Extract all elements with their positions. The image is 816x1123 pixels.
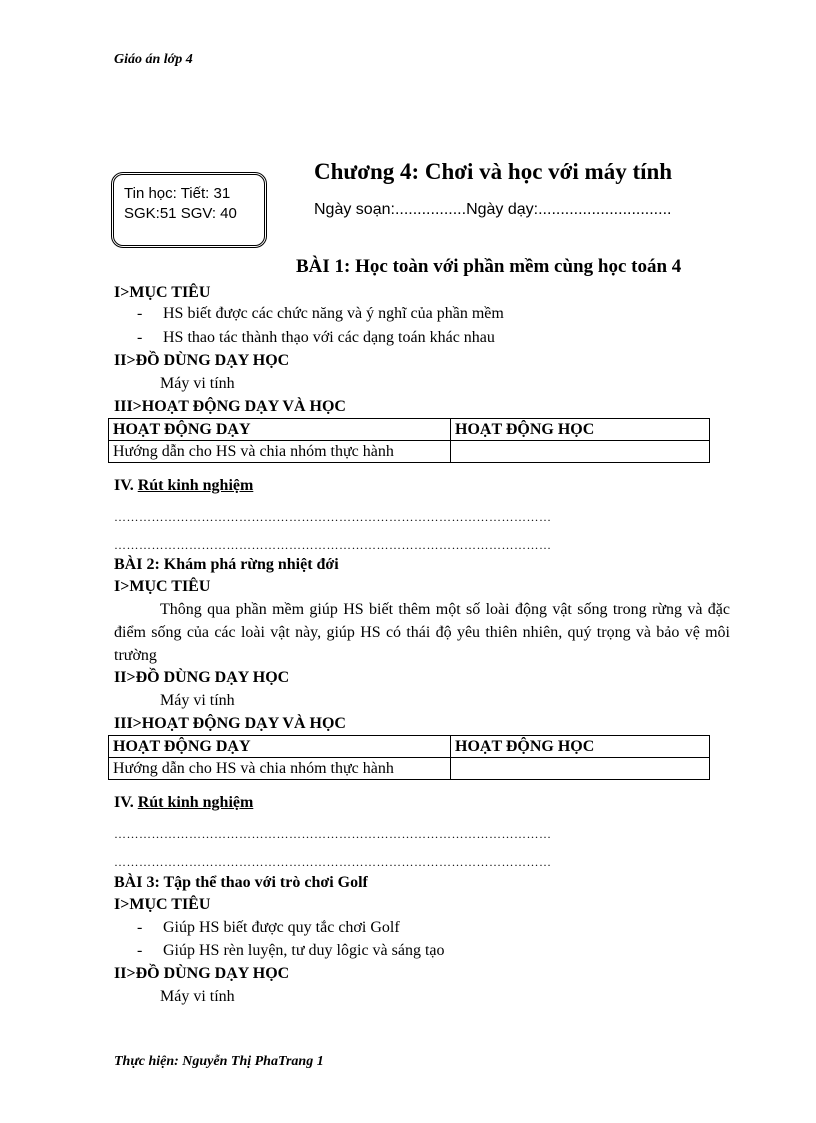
lesson2-objective-paragraph: Thông qua phần mềm giúp HS biết thêm một số loài động vật sống trong rừng và đặc điểm sống của các loài vật này, giúp HS có thái độ yêu thiên nhiên, quý trọng và bảo vệ môi trường <box>114 601 730 664</box>
table-cell-teaching: Hướng dẫn cho HS và chia nhóm thực hành <box>109 441 451 463</box>
page-header: Giáo án lớp 4 <box>114 52 193 67</box>
lesson1-objective-2: - HS thao tác thành thạo với các dạng toán khác nhau <box>137 329 495 346</box>
table-cell-learning <box>451 758 710 780</box>
lesson1-review-label: Rút kinh nghiệm <box>137 477 254 494</box>
lesson3-objectives-heading: I>MỤC TIÊU <box>114 896 211 913</box>
lesson2-equipment: Máy vi tính <box>160 692 235 709</box>
lesson2-activities-heading: III>HOẠT ĐỘNG DẠY VÀ HỌC <box>114 715 346 732</box>
lesson1-equipment-heading: II>ĐỒ DÙNG DẠY HỌC <box>114 352 290 369</box>
lesson2-dotted-line-2: …………………………………………………………………………………………… <box>114 855 552 869</box>
lesson1-equipment: Máy vi tính <box>160 375 235 392</box>
table-cell-learning <box>451 441 710 463</box>
lesson2-dotted-line-1: …………………………………………………………………………………………… <box>114 827 552 841</box>
lesson1-activity-table <box>108 418 710 463</box>
lesson2-title: BÀI 2: Khám phá rừng nhiệt đới <box>114 556 339 573</box>
info-box-line-2: SGK:51 SGV: 40 <box>124 205 237 222</box>
table-header-teaching: HOẠT ĐỘNG DẠY <box>109 419 451 441</box>
lesson3-equipment: Máy vi tính <box>160 988 235 1005</box>
table-cell-teaching: Hướng dẫn cho HS và chia nhóm thực hành <box>109 758 451 780</box>
table-header-learning: HOẠT ĐỘNG HỌC <box>451 736 710 758</box>
lesson1-dotted-line-1: …………………………………………………………………………………………… <box>114 510 552 524</box>
lesson1-objectives-heading: I>MỤC TIÊU <box>114 284 211 301</box>
lesson1-review-heading <box>114 477 253 495</box>
lesson-info-box <box>111 172 267 248</box>
lesson1-objective-1: - HS biết được các chức năng và ý nghĩ của phần mềm <box>137 305 504 322</box>
lesson1-activities-heading: III>HOẠT ĐỘNG DẠY VÀ HỌC <box>114 398 346 415</box>
lesson2-objectives-heading: I>MỤC TIÊU <box>114 578 211 595</box>
table-header-teaching: HOẠT ĐỘNG DẠY <box>109 736 451 758</box>
lesson2-review-prefix: IV. <box>114 794 134 811</box>
lesson3-objective-2: - Giúp HS rèn luyện, tư duy lôgic và sáng tạo <box>137 942 445 959</box>
lesson3-title: BÀI 3: Tập thể thao với trò chơi Golf <box>114 874 368 891</box>
table-header-learning: HOẠT ĐỘNG HỌC <box>451 419 710 441</box>
lesson2-review-heading <box>114 794 253 812</box>
lesson2-equipment-heading: II>ĐỒ DÙNG DẠY HỌC <box>114 669 290 686</box>
lesson1-review-prefix: IV. <box>114 477 134 494</box>
info-box-line-1: Tin học: Tiết: 31 <box>124 185 231 202</box>
chapter-title: Chương 4: Chơi và học với máy tính <box>314 159 673 184</box>
lesson1-title: BÀI 1: Học toàn với phần mềm cùng học toán 4 <box>296 256 682 277</box>
lesson3-objective-1: - Giúp HS biết được quy tắc chơi Golf <box>137 919 400 936</box>
lesson2-activity-table <box>108 735 710 780</box>
page-footer: Thực hiện: Nguyễn Thị PhaTrang 1 <box>114 1054 324 1069</box>
dates-line: Ngày soạn:................Ngày dạy:.............................. <box>314 201 672 218</box>
lesson2-review-label: Rút kinh nghiệm <box>137 794 254 811</box>
lesson3-equipment-heading: II>ĐỒ DÙNG DẠY HỌC <box>114 965 290 982</box>
lesson1-dotted-line-2: …………………………………………………………………………………………… <box>114 538 552 552</box>
